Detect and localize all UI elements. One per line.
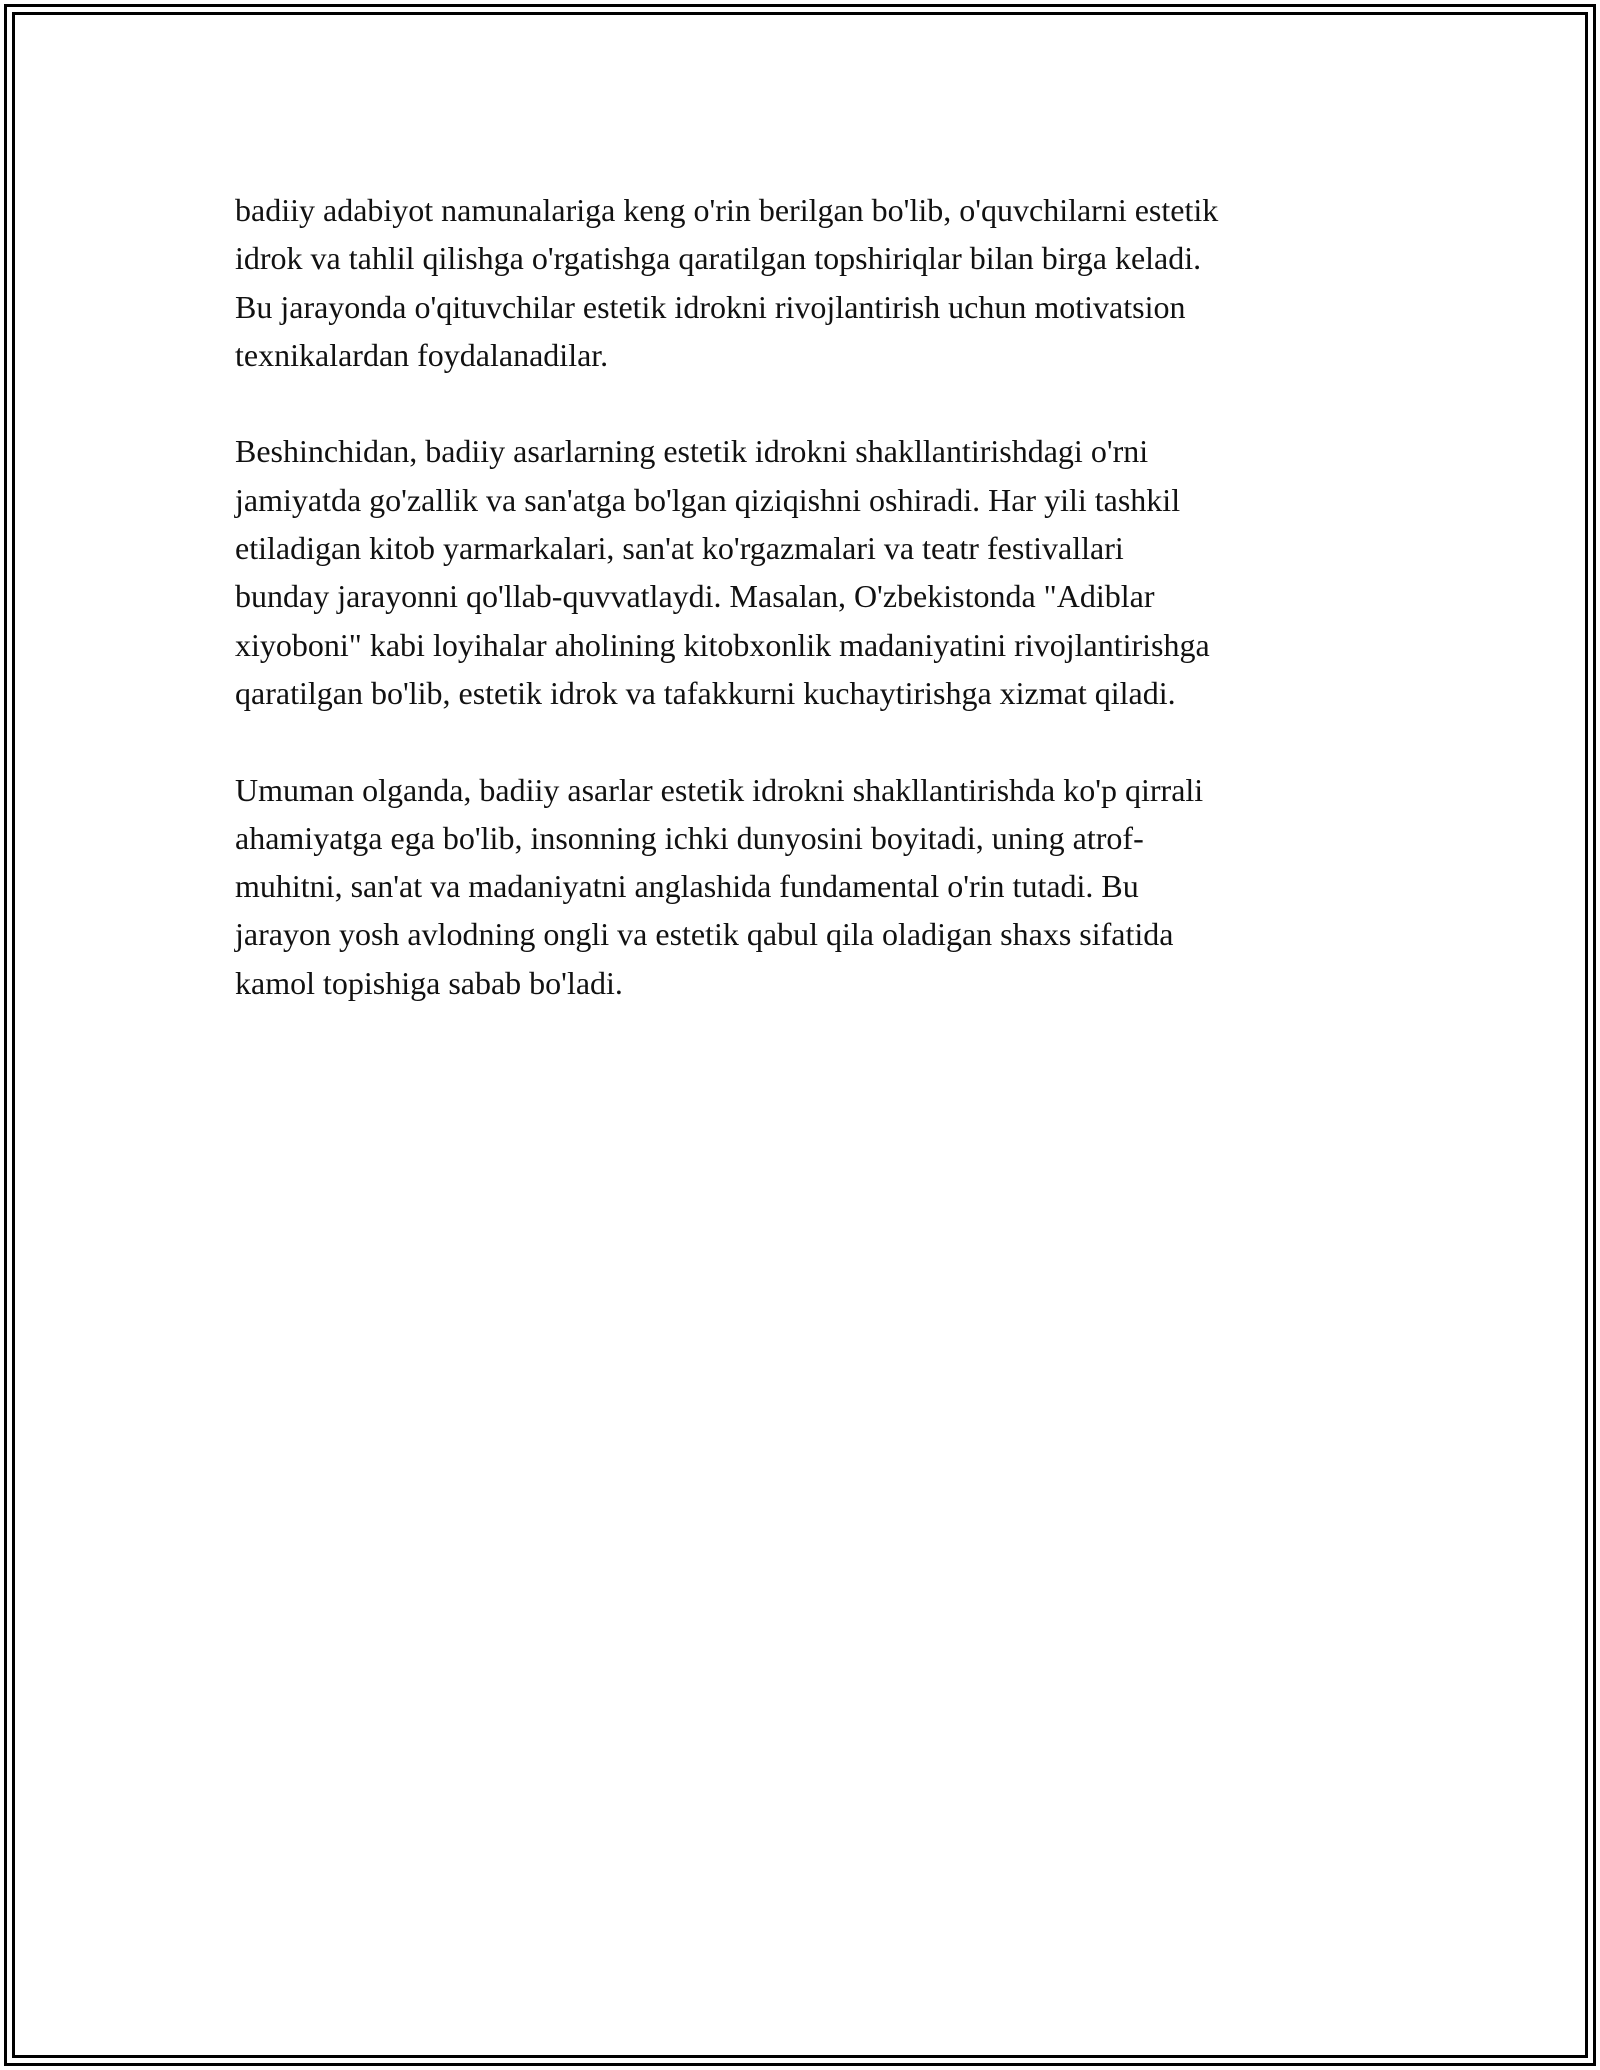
document-body	[235, 186, 1375, 1055]
paragraph-2: Beshinchidan, badiiy asarlarning estetik idrokni shakllantirishdagi o'rni jamiyatda go'zallik va san'atga bo'lgan qiziqishni oshiradi. Har yili tashkil etiladigan kitob yarmarkalari, san'at ko'rgazmalari va teatr festivallari bunday jarayonni qo'llab-quvvatlaydi. Masalan, O'zbekistonda "Adiblar xiyoboni" kabi loyihalar aholining kitobxonlik madaniyatini rivojlantirishga qaratilgan bo'lib, estetik idrok va tafakkurni kuchaytirishga xizmat qiladi.	[235, 433, 1210, 711]
paragraph-1: badiiy adabiyot namunalariga keng o'rin berilgan bo'lib, o'quvchilarni estetik idrok va tahlil qilishga o'rgatishga qaratilgan topshiriqlar bilan birga keladi. Bu jarayonda o'qituvchilar estetik idrokni rivojlantirish uchun motivatsion texnikalardan foydalanadilar.	[235, 192, 1219, 373]
paragraph-3: Umuman olganda, badiiy asarlar estetik idrokni shakllantirishda ko'p qirrali ahamiyatga ega bo'lib, insonning ichki dunyosini boyitadi, uning atrof- muhitni, san'at va madaniyatni anglashida fundamental o'rin tutadi. Bu jarayon yosh avlodning ongli va estetik qabul qila oladigan shaxs sifatida kamol topishiga sabab bo'ladi.	[235, 771, 1204, 1001]
